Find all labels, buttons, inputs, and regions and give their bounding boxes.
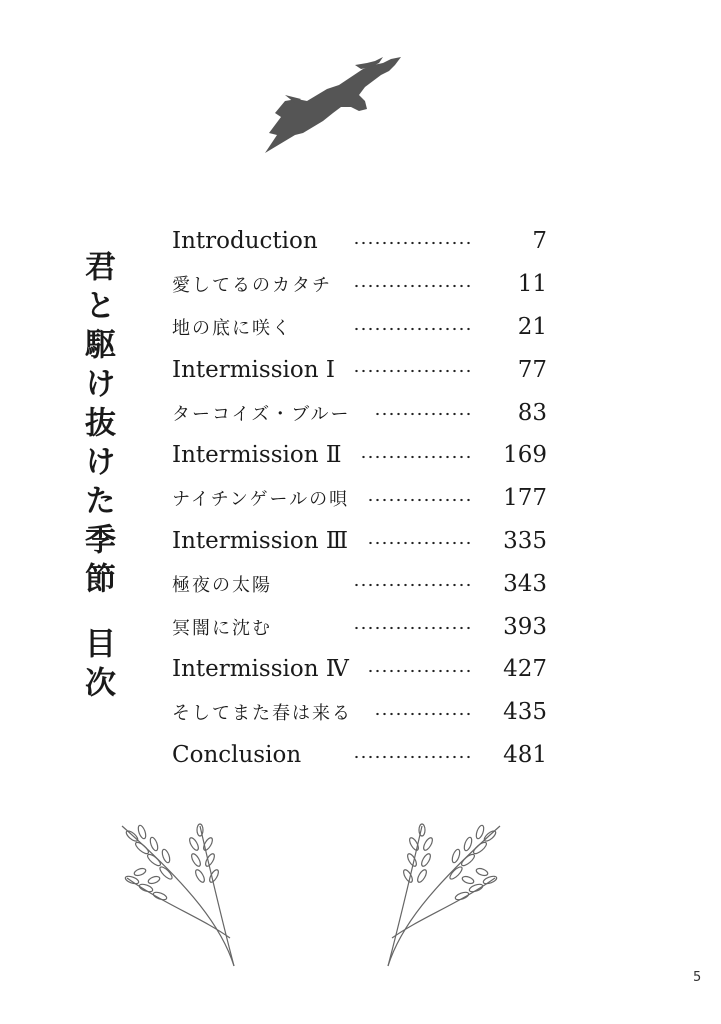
toc-page-number: 393 [503, 613, 547, 640]
toc-row [172, 391, 547, 434]
toc-leader-dots [353, 369, 472, 373]
toc-entry-title: ナイチンゲールの唄 [172, 489, 350, 511]
toc-leader-dots [353, 284, 472, 288]
toc-leader-dots [367, 541, 472, 545]
toc-page-number: 343 [503, 570, 547, 597]
toc-entry-title: そしてまた春は来る [172, 703, 352, 725]
toc-row [172, 562, 547, 605]
toc-leader-dots [367, 669, 472, 673]
toc-leader-dots [353, 583, 472, 587]
title-char: 抜 [79, 406, 115, 445]
toc-row [172, 434, 547, 477]
title-char: 君 [79, 250, 115, 289]
toc-page-number: 11 [517, 271, 547, 298]
toc-row [172, 477, 547, 520]
toc-entry-title: Intermission Ⅲ [172, 527, 349, 554]
toc-leader-dots [353, 241, 472, 245]
toc-entry-title: 極夜の太陽 [172, 574, 272, 596]
toc-entry-title: 冥闇に沈む [172, 617, 272, 639]
toc-row [172, 306, 547, 349]
toc-entry-title: 地の底に咲く [172, 317, 292, 339]
title-char: け [79, 367, 115, 406]
toc-leader-dots [353, 755, 472, 759]
title-suffix-char: 目 [79, 627, 115, 666]
title-char: 節 [79, 562, 115, 601]
toc-page-number: 83 [517, 399, 547, 426]
toc-entry-title: Intermission Ⅰ [172, 356, 335, 383]
toc-entry-title: Intermission Ⅳ [172, 656, 349, 683]
toc-row [172, 648, 547, 691]
toc-row [172, 220, 547, 263]
table-of-contents [172, 220, 547, 776]
toc-row [172, 520, 547, 563]
bird-icon [255, 55, 405, 160]
title-char: 駆 [79, 328, 115, 367]
toc-leader-dots [374, 712, 472, 716]
toc-entry-title: Conclusion [172, 741, 302, 768]
toc-page-number: 427 [503, 656, 547, 683]
toc-entry-title: 愛してるのカタチ [172, 275, 332, 297]
toc-leader-dots [353, 327, 472, 331]
title-suffix-char: 次 [79, 666, 115, 705]
title-char: と [79, 289, 115, 328]
toc-row [172, 348, 547, 391]
toc-page-number: 435 [503, 699, 547, 726]
toc-leader-dots [367, 498, 472, 502]
toc-row [172, 263, 547, 306]
toc-row [172, 734, 547, 777]
title-char: 季 [79, 523, 115, 562]
toc-page-number: 77 [517, 356, 547, 383]
toc-entry-title: ターコイズ・ブルー [172, 403, 351, 425]
toc-leader-dots [353, 626, 472, 630]
toc-entry-title: Intermission Ⅱ [172, 442, 342, 469]
wheat-sprig-right-icon [360, 818, 510, 968]
toc-leader-dots [360, 455, 472, 459]
toc-entry-title: Introduction [172, 228, 318, 255]
toc-row [172, 605, 547, 648]
page-number: 5 [693, 970, 702, 985]
toc-leader-dots [374, 412, 472, 416]
toc-page-number: 481 [503, 741, 547, 768]
title-char: け [79, 445, 115, 484]
toc-page-number: 7 [532, 228, 547, 255]
wheat-sprig-left-icon [112, 818, 262, 968]
toc-page-number: 21 [517, 313, 547, 340]
title-char: た [79, 484, 115, 523]
toc-page-number: 177 [503, 485, 547, 512]
toc-row [172, 691, 547, 734]
toc-page-number: 335 [503, 527, 547, 554]
vertical-title [72, 250, 122, 705]
toc-page-number: 169 [503, 442, 547, 469]
